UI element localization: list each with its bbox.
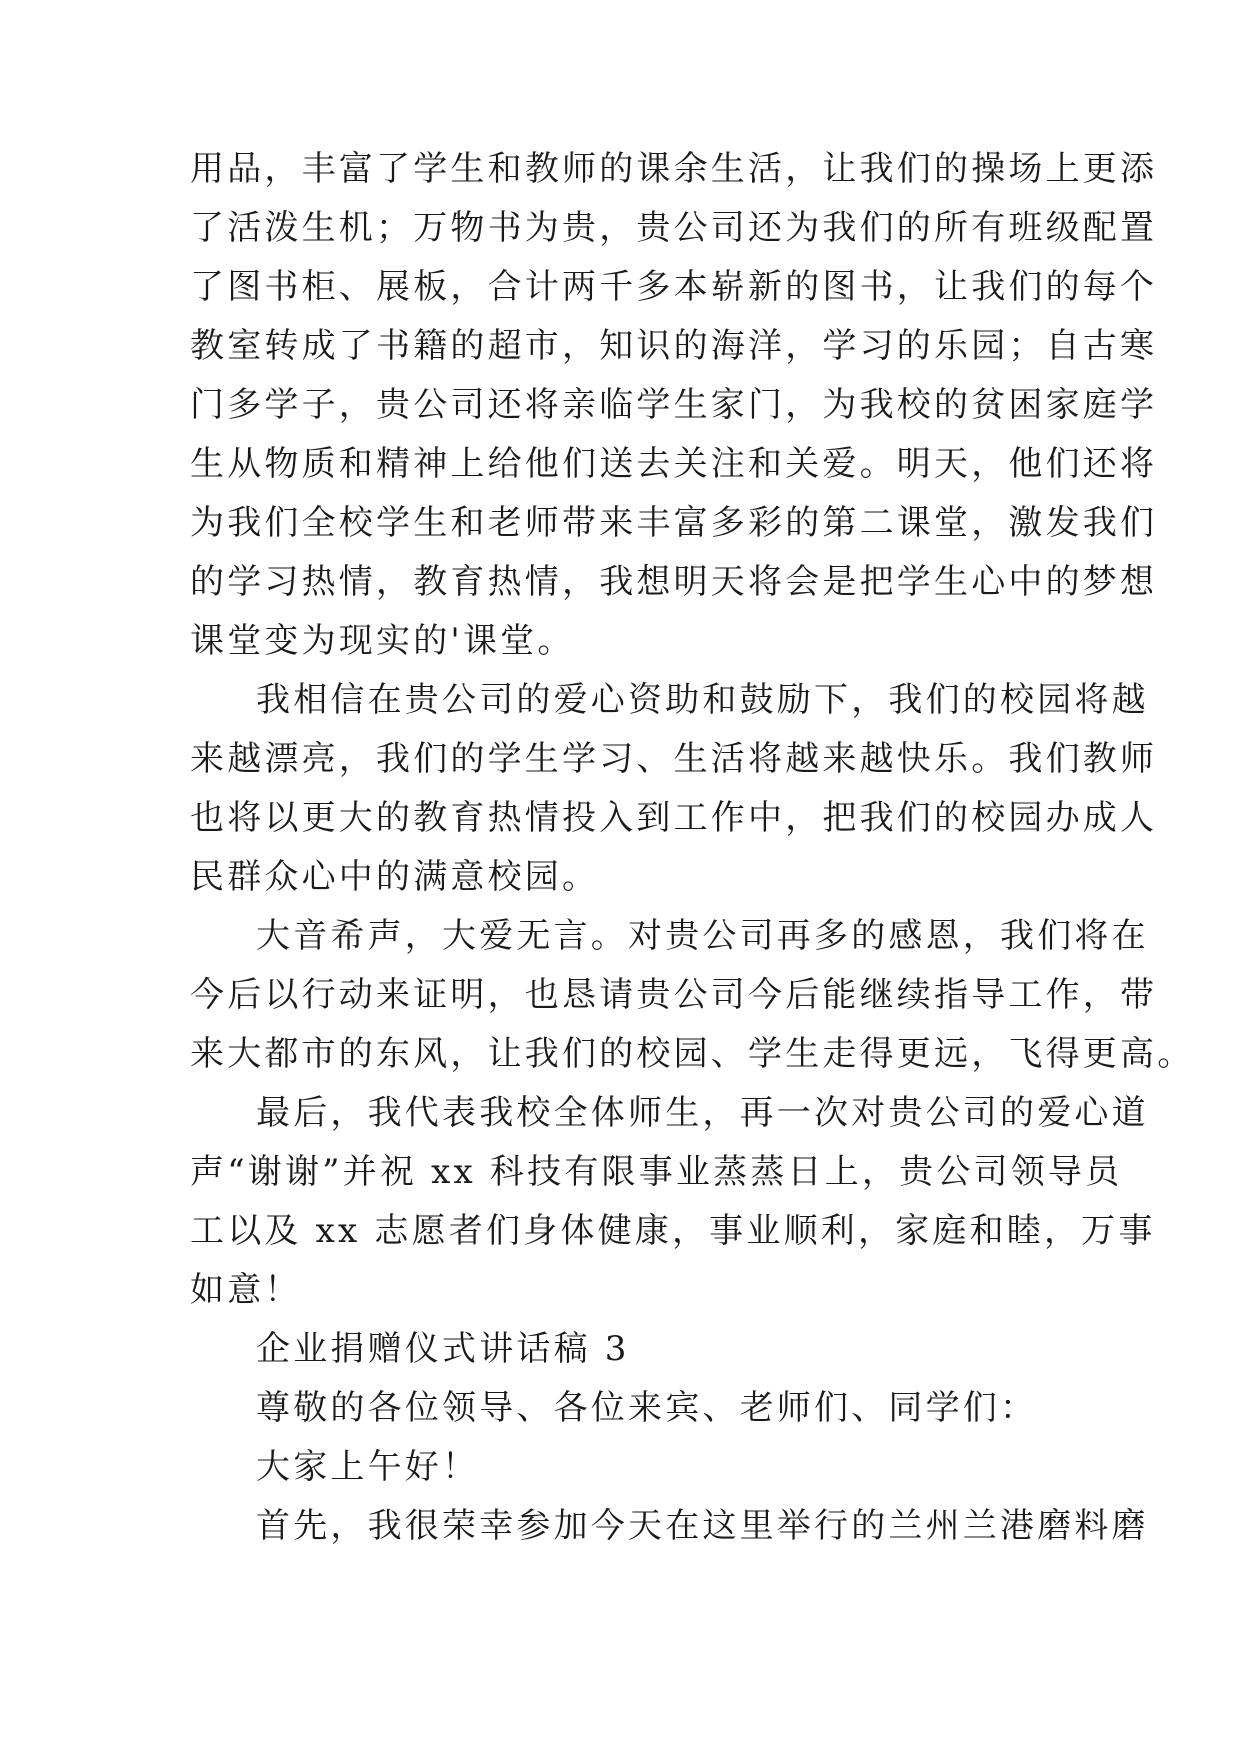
text-line: 企业捐赠仪式讲话稿 3 — [256, 1329, 630, 1369]
text-line: 工以及 xx 志愿者们身体健康，事业顺利，家庭和睦，万事 — [190, 1211, 1156, 1251]
section-heading — [190, 1320, 1050, 1379]
text-line: 课堂变为现实的'课堂。 — [190, 621, 575, 661]
text-line: 了图书柜、展板，合计两千多本崭新的图书，让我们的每个 — [190, 267, 1158, 307]
text-line: 来大都市的东风，让我们的校园、学生走得更远，飞得更高。 — [190, 1034, 1195, 1074]
text-line: 声“谢谢”并祝 xx 科技有限事业蒸蒸日上，贵公司领导员 — [190, 1152, 1123, 1192]
text-line: 为我们全校学生和老师带来丰富多彩的第二课堂，激发我们 — [190, 503, 1158, 543]
text-line: 今后以行动来证明，也恳请贵公司今后能继续指导工作，带 — [190, 975, 1158, 1015]
text-line: 大音希声，大爱无言。对贵公司再多的感恩，我们将在 — [256, 916, 1149, 956]
paragraph — [190, 671, 1158, 907]
text-line: 了活泼生机；万物书为贵，贵公司还为我们的所有班级配置 — [190, 208, 1158, 248]
paragraph — [190, 1084, 1156, 1320]
text-line: 生从物质和精神上给他们送去关注和关爱。明天，他们还将 — [190, 444, 1158, 484]
text-line: 的学习热情，教育热情，我想明天将会是把学生心中的梦想 — [190, 562, 1158, 602]
salutation — [190, 1379, 1050, 1438]
text-line: 用品，丰富了学生和教师的课余生活，让我们的操场上更添 — [190, 149, 1158, 189]
text-line: 最后，我代表我校全体师生，再一次对贵公司的爱心道 — [256, 1093, 1149, 1133]
document-body — [190, 140, 1195, 1556]
greeting — [190, 1438, 1050, 1497]
text-line: 门多学子，贵公司还将亲临学生家门，为我校的贫困家庭学 — [190, 385, 1158, 425]
text-line: 首先，我很荣幸参加今天在这里举行的兰州兰港磨料磨 — [256, 1506, 1149, 1546]
text-line: 也将以更大的教育热情投入到工作中，把我们的校园办成人 — [190, 798, 1158, 838]
paragraph — [190, 140, 1158, 671]
paragraph — [190, 907, 1195, 1084]
paragraph — [190, 1497, 1149, 1556]
text-line: 大家上午好！ — [256, 1447, 480, 1487]
text-line: 如意！ — [190, 1270, 302, 1310]
text-line: 来越漂亮，我们的学生学习、生活将越来越快乐。我们教师 — [190, 739, 1158, 779]
text-line: 民群众心中的满意校园。 — [190, 857, 600, 897]
text-line: 尊敬的各位领导、各位来宾、老师们、同学们： — [256, 1388, 1038, 1428]
text-line: 教室转成了书籍的超市，知识的海洋，学习的乐园；自古寒 — [190, 326, 1158, 366]
text-line: 我相信在贵公司的爱心资助和鼓励下，我们的校园将越 — [256, 680, 1149, 720]
